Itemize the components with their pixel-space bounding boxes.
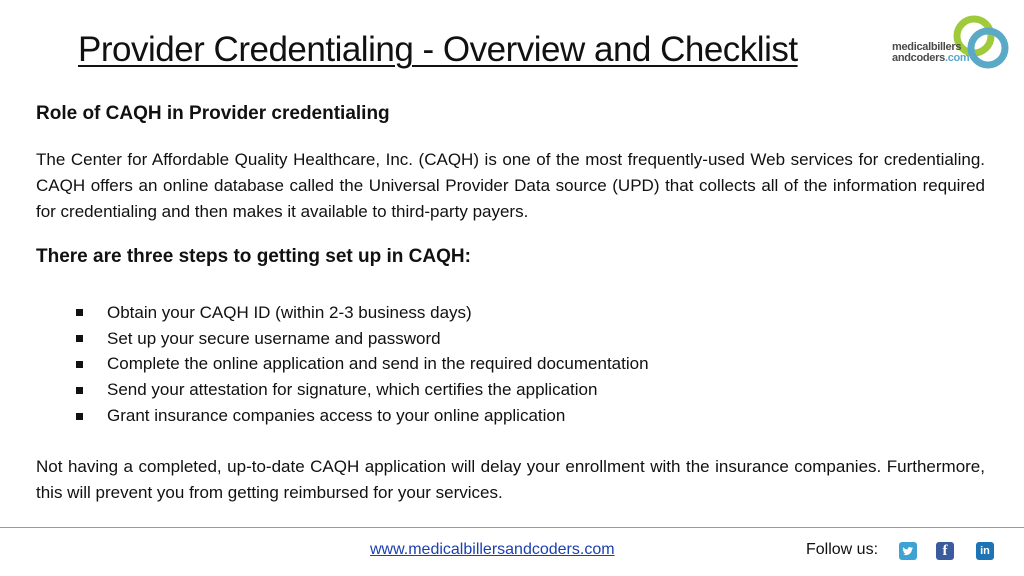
square-bullet-icon — [76, 309, 83, 316]
list-item — [72, 377, 649, 403]
closing-paragraph: Not having a completed, up-to-date CAQH application will delay your enrollment with the insurance companies. Furthermore, this will prevent you from getting reimbursed for your services. — [36, 457, 985, 502]
logo-wordmark — [892, 42, 969, 64]
step-text: Grant insurance companies access to your online application — [107, 406, 566, 426]
square-bullet-icon — [76, 335, 83, 342]
facebook-icon[interactable]: f — [936, 542, 954, 560]
step-text: Obtain your CAQH ID (within 2-3 business days) — [107, 302, 472, 322]
footer-divider — [0, 527, 1024, 528]
page-title: Provider Credentialing - Overview and Checklist — [78, 30, 798, 69]
section-heading-caqh-role: Role of CAQH in Provider credentialing — [36, 103, 390, 124]
logo-text-main: andcoders — [892, 52, 945, 64]
twitter-bird-icon — [899, 542, 917, 560]
follow-us-label: Follow us: — [806, 541, 879, 558]
list-item — [72, 352, 649, 378]
list-item — [72, 403, 649, 429]
logo-text-line1: medicalbillers — [892, 41, 962, 53]
website-link[interactable]: www.medicalbillersandcoders.com — [370, 541, 615, 558]
logo-text-line2 — [892, 53, 969, 64]
square-bullet-icon — [76, 387, 83, 394]
list-item — [72, 300, 649, 326]
step-text: Complete the online application and send in the required documentation — [107, 354, 649, 374]
step-text: Send your attestation for signature, which certifies the application — [107, 380, 598, 400]
square-bullet-icon — [76, 413, 83, 420]
step-text: Set up your secure username and password — [107, 328, 441, 348]
list-item — [72, 326, 649, 352]
logo-text-suffix: .com — [944, 52, 970, 64]
twitter-icon[interactable] — [899, 542, 917, 560]
steps-list — [72, 300, 649, 429]
section-heading-steps: There are three steps to getting set up in CAQH: — [36, 246, 471, 267]
caqh-description-paragraph: The Center for Affordable Quality Healthcare, Inc. (CAQH) is one of the most frequently-used Web services for credentialing. CAQH offers an online database called the Universal Provider Data source (UPD) that collects all of the information required for credentialing and then makes it available to third-party payers. — [36, 150, 985, 221]
square-bullet-icon — [76, 361, 83, 368]
company-logo[interactable] — [892, 12, 1016, 72]
linkedin-icon[interactable]: in — [976, 542, 994, 560]
